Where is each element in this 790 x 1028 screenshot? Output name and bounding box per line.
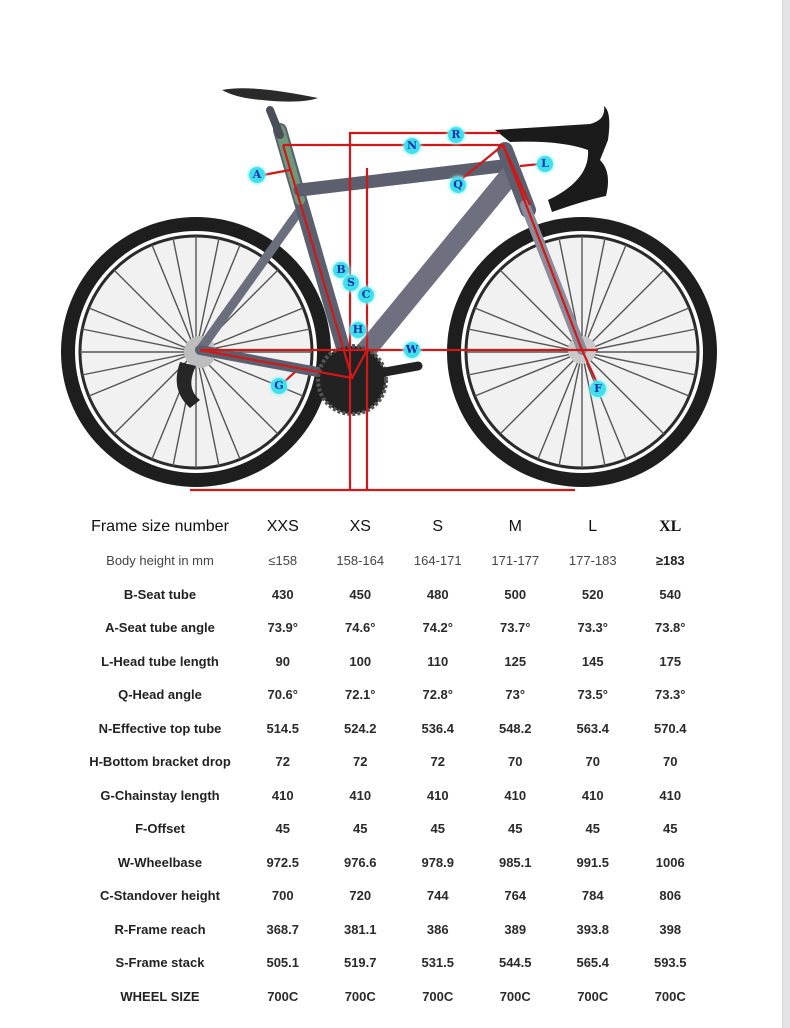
- cell: 393.8: [576, 921, 610, 937]
- size-header: XS: [349, 518, 371, 535]
- row-label: L-Head tube length: [101, 653, 219, 669]
- cell: 520: [581, 586, 604, 602]
- cell: 700C: [577, 988, 609, 1004]
- cell: 536.4: [421, 720, 455, 736]
- cell: 565.4: [576, 955, 610, 971]
- cell: 72: [275, 754, 290, 770]
- table-row: [76, 611, 709, 645]
- marker-G: G: [271, 378, 287, 394]
- cell: 480: [426, 586, 449, 602]
- cell: 72: [353, 754, 368, 770]
- header-label: Frame size number: [91, 518, 229, 535]
- cell: 72.8°: [422, 687, 453, 703]
- row-label: N-Effective top tube: [98, 720, 222, 736]
- cell: 70: [663, 754, 678, 770]
- cell: 450: [349, 586, 372, 602]
- cell: ≥183: [655, 553, 685, 569]
- cell: 177-183: [568, 553, 617, 569]
- cell: 524.2: [343, 720, 377, 736]
- row-label: B-Seat tube: [123, 586, 197, 602]
- row-label: F-Offset: [135, 821, 185, 837]
- table-row: [76, 745, 709, 779]
- cell: 125: [504, 653, 527, 669]
- row-label: C-Standover height: [100, 888, 220, 904]
- cell: 70: [508, 754, 523, 770]
- cell: 784: [581, 888, 604, 904]
- cell: 531.5: [421, 955, 455, 971]
- marker-H: H: [350, 322, 366, 338]
- cell: 45: [508, 821, 523, 837]
- cell: 368.7: [266, 921, 300, 937]
- row-label: R-Frame reach: [114, 921, 206, 937]
- cell: 700C: [422, 988, 454, 1004]
- cell: 100: [349, 653, 372, 669]
- row-label: H-Bottom bracket drop: [89, 754, 231, 770]
- table-row: [76, 812, 709, 846]
- saddle-icon: [222, 88, 318, 101]
- table-row: [76, 712, 709, 746]
- cell: 548.2: [498, 720, 532, 736]
- cell: 70.6°: [267, 687, 298, 703]
- row-label: Body height in mm: [106, 553, 214, 569]
- cell: 73.7°: [499, 620, 531, 636]
- cell: 72: [430, 754, 445, 770]
- bike-illustration: [0, 60, 783, 500]
- cell: 45: [430, 821, 445, 837]
- cell: 700C: [654, 988, 686, 1004]
- cell: 410: [581, 787, 604, 803]
- cell: 45: [585, 821, 600, 837]
- table-row: [76, 913, 709, 947]
- cell: 540: [659, 586, 682, 602]
- cell: 386: [426, 921, 449, 937]
- table-row: [76, 678, 709, 712]
- table-row: [76, 544, 709, 578]
- marker-Q: Q: [450, 177, 466, 193]
- cell: 410: [271, 787, 294, 803]
- cell: 73°: [505, 687, 526, 703]
- cell: 991.5: [576, 854, 610, 870]
- cell: 1006: [655, 854, 685, 870]
- marker-A: A: [249, 167, 265, 183]
- cell: 500: [504, 586, 527, 602]
- cell: 410: [504, 787, 527, 803]
- row-label: S-Frame stack: [115, 955, 205, 971]
- cell: 73.3°: [577, 620, 608, 636]
- table-header-row: [76, 510, 709, 544]
- marker-C: C: [358, 287, 374, 303]
- cell: 158-164: [336, 553, 385, 569]
- cell: 73.9°: [267, 620, 298, 636]
- cell: 563.4: [576, 720, 610, 736]
- marker-B: B: [333, 262, 349, 278]
- cell: 73.3°: [654, 687, 686, 703]
- cell: 171-177: [491, 553, 540, 569]
- cell: 700C: [344, 988, 376, 1004]
- cell: 720: [349, 888, 372, 904]
- cell: ≤158: [268, 553, 298, 569]
- geometry-table: [76, 510, 709, 1013]
- cell: 544.5: [498, 955, 532, 971]
- cell: 45: [275, 821, 290, 837]
- row-label: Q-Head angle: [118, 687, 202, 703]
- cell: 381.1: [343, 921, 377, 937]
- cell: 410: [349, 787, 372, 803]
- cell: 45: [663, 821, 678, 837]
- table-row: [76, 846, 709, 880]
- cell: 985.1: [498, 854, 532, 870]
- cell: 978.9: [421, 854, 455, 870]
- row-label: A-Seat tube angle: [105, 620, 215, 636]
- cell: 972.5: [266, 854, 300, 870]
- cell: 74.6°: [344, 620, 376, 636]
- table-row: [76, 645, 709, 679]
- cell: 70: [585, 754, 600, 770]
- cell: 700: [271, 888, 294, 904]
- table-row: [76, 578, 709, 612]
- table-row: [76, 879, 709, 913]
- cell: 570.4: [653, 720, 687, 736]
- cell: 519.7: [343, 955, 377, 971]
- row-label: W-Wheelbase: [117, 854, 203, 870]
- cell: 90: [275, 653, 290, 669]
- cell: 806: [659, 888, 682, 904]
- cell: 700C: [499, 988, 531, 1004]
- cell: 73.8°: [654, 620, 686, 636]
- cell: 744: [426, 888, 449, 904]
- cell: 764: [504, 888, 527, 904]
- marker-R: R: [448, 127, 464, 143]
- size-header: L: [588, 518, 598, 535]
- cell: 72.1°: [344, 687, 376, 703]
- cell: 505.1: [266, 955, 300, 971]
- cell: 145: [581, 653, 604, 669]
- cell: 700C: [267, 988, 299, 1004]
- cell: 514.5: [266, 720, 300, 736]
- cell: 410: [426, 787, 449, 803]
- cell: 430: [271, 586, 294, 602]
- cell: 73.5°: [577, 687, 608, 703]
- cell: 593.5: [653, 955, 687, 971]
- scrollbar[interactable]: [782, 0, 790, 1028]
- marker-N: N: [404, 138, 420, 154]
- table-row: [76, 779, 709, 813]
- cell: 410: [659, 787, 682, 803]
- table-row: [76, 980, 709, 1014]
- cell: 976.6: [343, 854, 377, 870]
- cell: 175: [659, 653, 682, 669]
- size-header: S: [432, 518, 444, 535]
- marker-W: W: [405, 343, 419, 356]
- cell: 389: [504, 921, 527, 937]
- size-header: M: [508, 518, 522, 535]
- marker-F: F: [590, 381, 606, 397]
- cell: 398: [659, 921, 682, 937]
- cell: 45: [353, 821, 368, 837]
- bike-geometry-diagram: [0, 60, 783, 500]
- row-label: G-Chainstay length: [100, 787, 220, 803]
- marker-L: L: [537, 156, 553, 172]
- size-header: XL: [659, 518, 682, 535]
- marker-S: S: [343, 275, 359, 291]
- table-row: [76, 946, 709, 980]
- cell: 74.2°: [422, 620, 453, 636]
- cell: 164-171: [413, 553, 462, 569]
- cell: 110: [427, 653, 449, 669]
- row-label: WHEEL SIZE: [120, 988, 200, 1004]
- size-header: XXS: [266, 518, 299, 535]
